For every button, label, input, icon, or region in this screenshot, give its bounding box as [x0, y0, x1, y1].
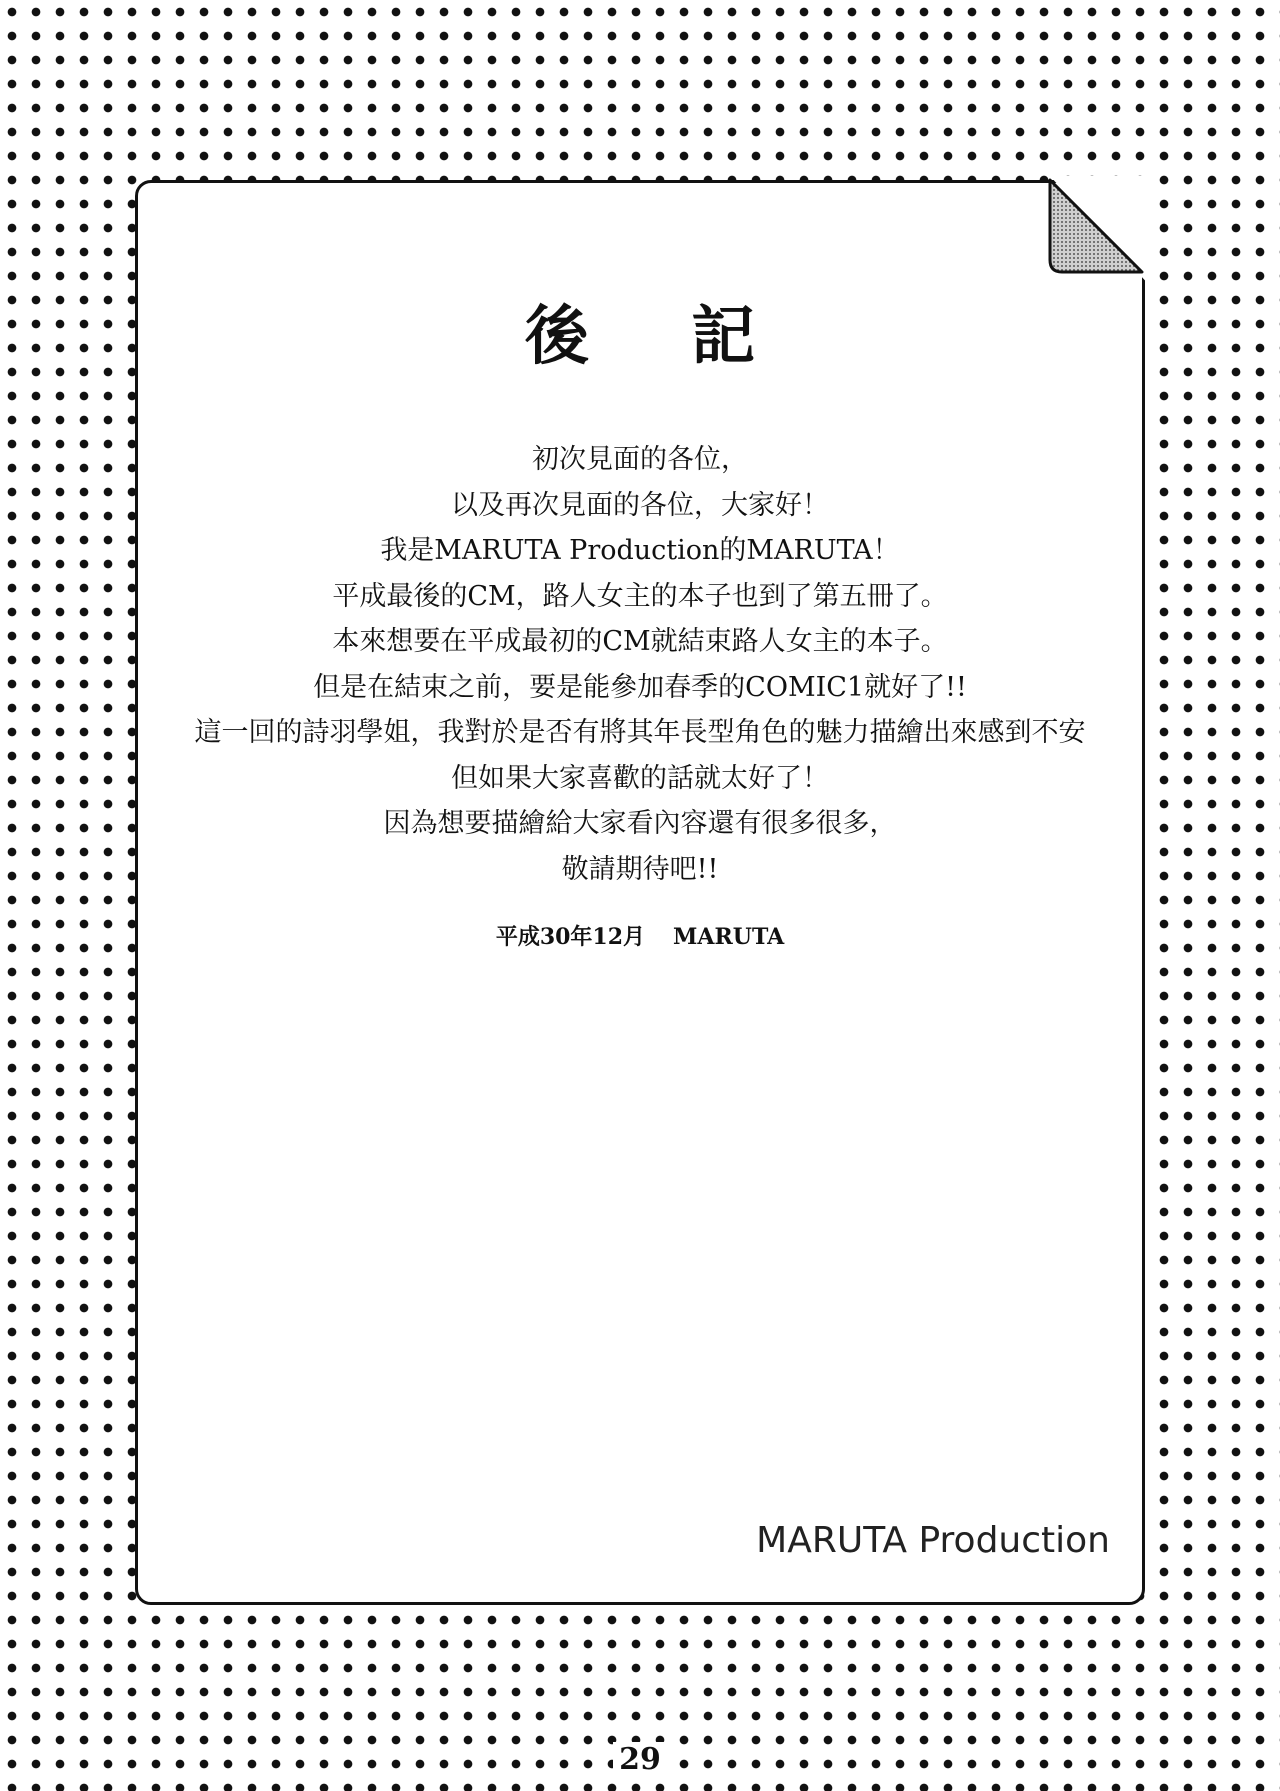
- body-line: 因為想要描繪給大家看內容還有很多很多，: [383, 808, 897, 839]
- body-line: 初次見面的各位，: [532, 444, 748, 475]
- body-line: 平成最後的CM，路人女主的本子也到了第五冊了。: [332, 580, 948, 612]
- note-paper-panel: [135, 180, 1145, 1605]
- page-number: 29: [613, 1742, 667, 1777]
- body-line: 這一回的詩羽學姐，我對於是否有將其年長型角色的魅力描繪出來感到不安: [194, 717, 1086, 748]
- signature-line: [0, 920, 1280, 951]
- body-line: 本來想要在平成最初的CM就結束路人女主的本子。: [332, 626, 948, 657]
- signature-author: MARUTA: [673, 924, 785, 950]
- page-curl-fold: [1040, 176, 1150, 286]
- afterword-body: [160, 437, 1120, 892]
- body-line: 以及再次見面的各位，大家好！: [451, 489, 829, 521]
- body-line: 我是MARUTA Production的MARUTA！: [380, 535, 900, 566]
- body-line: 但是在結束之前，要是能參加春季的COMIC1就好了!!: [313, 671, 967, 703]
- body-line: 敬請期待吧!!: [561, 853, 719, 885]
- circle-name: MARUTA Production: [756, 1520, 1110, 1561]
- page-title: 後 記: [524, 299, 796, 374]
- page-number-wrapper: [0, 1742, 1280, 1777]
- signature-date: 平成30年12月: [495, 924, 646, 950]
- body-line: 但如果大家喜歡的話就太好了！: [451, 762, 829, 794]
